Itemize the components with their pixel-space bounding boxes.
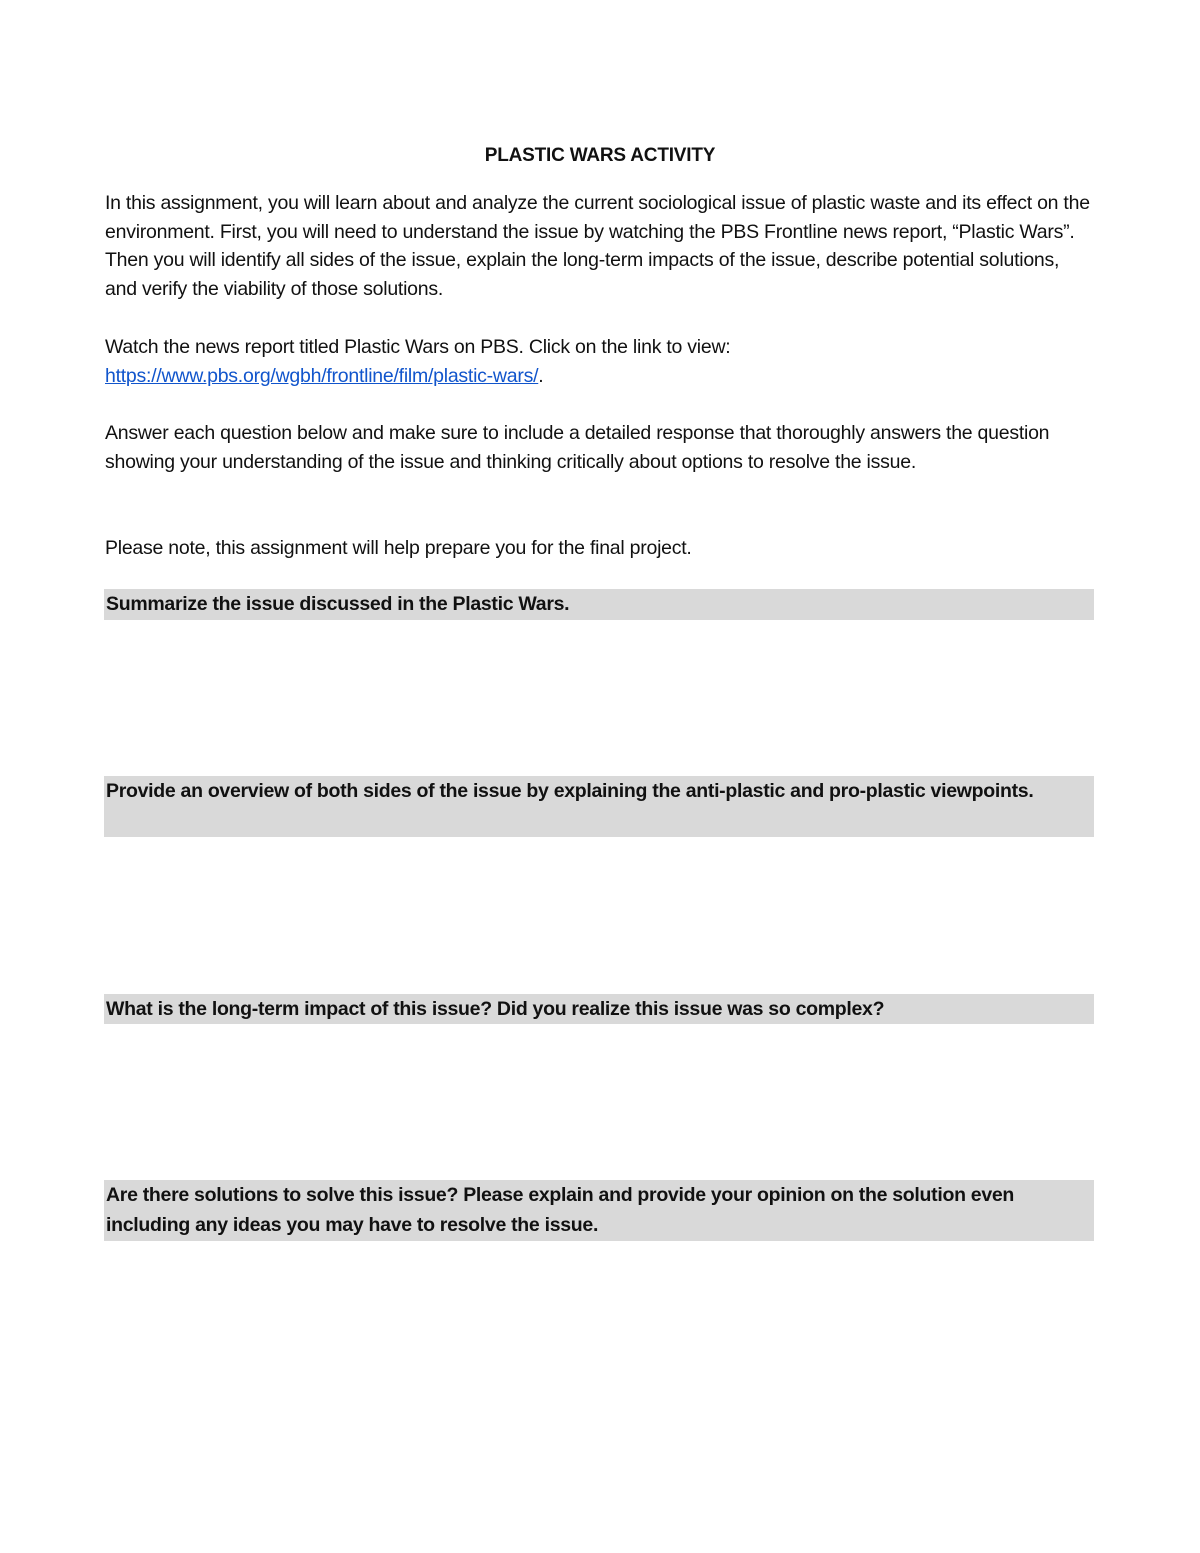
- note-paragraph: Please note, this assignment will help prepare you for the final project.: [105, 537, 692, 559]
- watch-text: Watch the news report titled Plastic Wars on PBS. Click on the link to view:: [105, 336, 731, 358]
- watch-link-suffix: .: [538, 364, 544, 387]
- question-3: What is the long-term impact of this issue? Did you realize this issue was so complex?: [104, 994, 1094, 1024]
- document-title: PLASTIC WARS ACTIVITY: [484, 145, 716, 166]
- watch-paragraph: [105, 333, 1095, 390]
- answer-instructions: Answer each question below and make sure to include a detailed response that thoroughly answers the question showing your understanding of the issue and thinking critically about options to resolve the issue.: [105, 422, 1050, 473]
- pbs-video-link[interactable]: https://www.pbs.org/wgbh/frontline/film/plastic-wars/: [105, 364, 539, 387]
- question-1: Summarize the issue discussed in the Plastic Wars.: [104, 589, 1094, 620]
- question-2: Provide an overview of both sides of the issue by explaining the anti-plastic and pro-plastic viewpoints.: [104, 776, 1094, 837]
- question-4: Are there solutions to solve this issue? Please explain and provide your opinion on the solution even including any ideas you may have to resolve the issue.: [104, 1180, 1094, 1241]
- intro-paragraph: In this assignment, you will learn about and analyze the current sociological issue of plastic waste and its effect on the environment. First, you will need to understand the issue by watching the PBS Frontline news report, “Plastic Wars”. Then you will identify all sides of the issue, explain the long-term impacts of the issue, describe potential solutions, and verify the viability of those solutions.: [105, 192, 1090, 300]
